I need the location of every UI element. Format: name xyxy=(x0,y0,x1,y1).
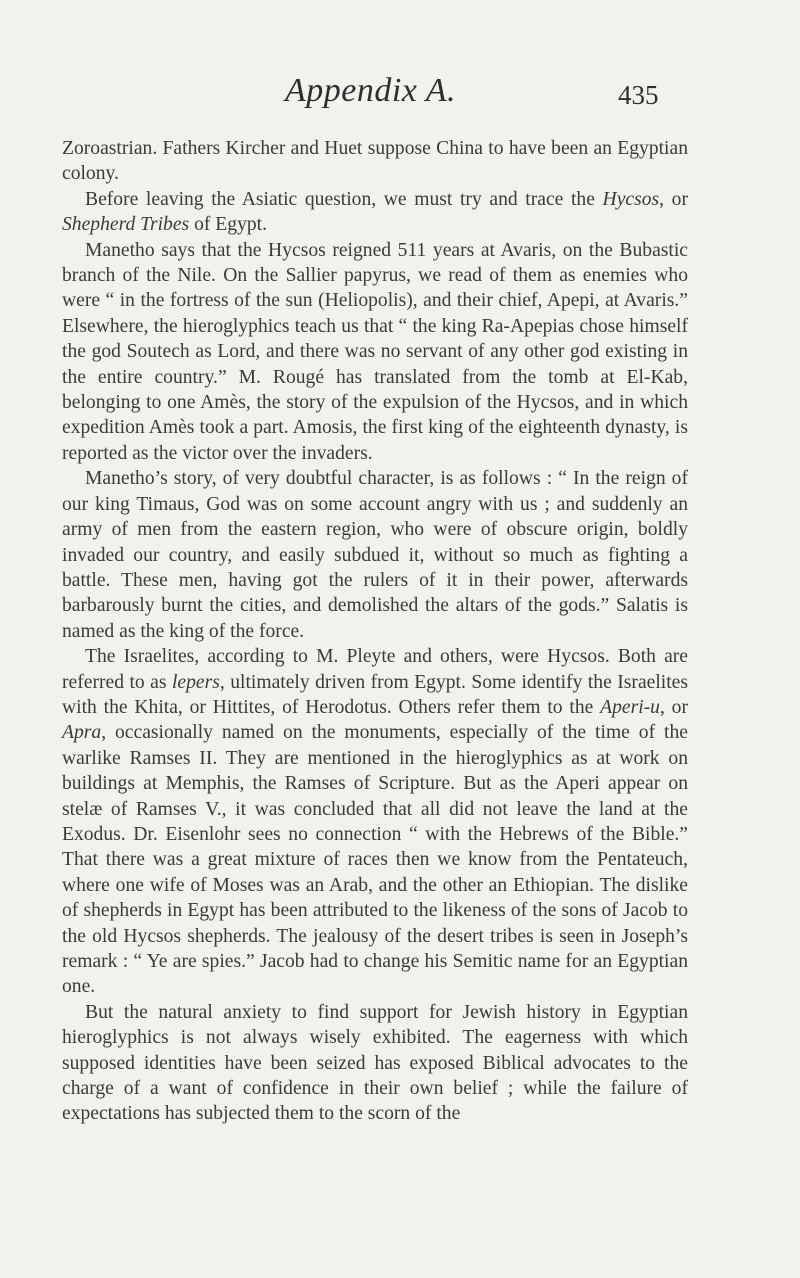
text-run: , ultimately driven from Egypt. Some identify the Israelites with the Khita, or Hittites, of Herodotus. Others refer them to the xyxy=(62,671,688,718)
paragraph xyxy=(62,136,688,187)
text-run: , or xyxy=(659,188,688,210)
text-run: Manetho’s story, of very doubtful character, is as follows : “ In the reign of our king Timaus, God was on some account angry with us ; and suddenly an army of men from the eastern region, who were of obscure origin, boldly invaded our country, and easily subdued it, without so much as fighting a battle. These men, having got the rulers of it in their power, afterwards barbarously burnt the cities, and demolished the altars of the gods.” Salatis is named as the king of the force. xyxy=(62,468,688,642)
text-run: , occasionally named on the monuments, especially of the time of the warlike Ramses II. They are mentioned in the hieroglyphics as at work on buildings at Memphis, the Ramses of Scripture. But as the Aperi appear on stelæ of Ramses V., it was concluded that all did not leave the land at the Exodus. Dr. Eisenlohr sees no connection “ with the Hebrews of the Bible.” That there was a great mixture of races then we know from the Pentateuch, where one wife of Moses was an Arab, and the other an Ethiopian. The dislike of shepherds in Egypt has been attributed to the likeness of the sons of Jacob to the old Hycsos shepherds. The jealousy of the desert tribes is seen in Joseph’s remark : “ Ye are spies.” Jacob had to change his Semitic name for an Egyptian one. xyxy=(62,722,688,998)
text-run: , or xyxy=(659,696,688,718)
page-number: 435 xyxy=(618,80,659,110)
italic-text: Apra xyxy=(62,722,102,744)
italic-text: Aperi-u xyxy=(600,696,660,718)
text-run: Manetho says that the Hycsos reigned 511 years at Avaris, on the Bubastic branch of the Nile. On the Sallier papyrus, we read of them as enemies who were “ in the fortress of the sun (Heliopolis), and their chief, Apepi, at Avaris.” Elsewhere, the hieroglyphics teach us that “ the king Ra-Apepias chose himself the god Soutech as Lord, and there was no servant of any other god existing in the entire country.” M. Rougé has translated from the tomb at El-Kab, belonging to one Amès, the story of the expulsion of the Hycsos, and in which expedition Amès took a part. Amosis, the first king of the eighteenth dynasty, is reported as the victor over the invaders. xyxy=(62,239,688,464)
italic-text: lepers xyxy=(171,671,220,693)
paragraph xyxy=(62,1000,688,1127)
paragraph xyxy=(62,644,688,1000)
body-text xyxy=(62,136,688,1127)
text-run: Before leaving the Asiatic question, we must try and trace the xyxy=(85,188,603,210)
paragraph xyxy=(62,187,688,238)
italic-text: Shepherd Tribes xyxy=(62,214,190,236)
text-run: of Egypt. xyxy=(189,214,268,236)
running-title: Appendix A. xyxy=(285,72,457,109)
paragraph xyxy=(62,238,688,467)
text-run: Zoroastrian. Fathers Kircher and Huet suppose China to have been an Egyptian colony. xyxy=(62,138,688,185)
paragraph xyxy=(62,466,688,644)
text-run: The Israelites, according to M. Pleyte and others, were Hycsos. Both are referred to as xyxy=(62,646,688,693)
italic-text: Hycsos xyxy=(602,188,660,210)
text-run: But the natural anxiety to find support for Jewish history in Egyptian hieroglyphics is not always wisely exhibited. The eagerness with which supposed identities have been seized has exposed Biblical advocates to the charge of a want of confidence in their own belief ; while the failure of expectations has subjected them to the scorn of the xyxy=(62,1001,688,1125)
page-header xyxy=(0,66,800,116)
